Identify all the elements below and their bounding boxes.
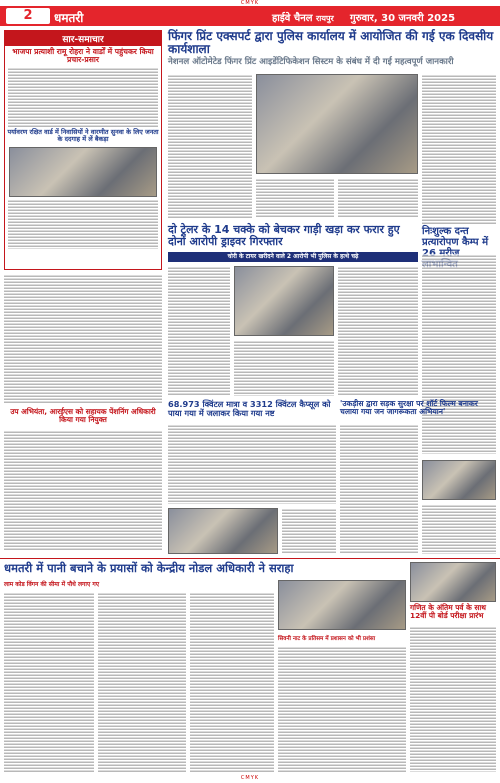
cmyk-mark-top: CMYK (240, 0, 260, 6)
water-subhead-a: लाम कोड विंगन की सीमा में पौधे लगाए गए (4, 581, 100, 588)
workshop-photo (256, 74, 418, 174)
water-photo (278, 580, 406, 630)
main-body-col2 (256, 178, 334, 218)
main-body-col1 (168, 74, 252, 219)
road-safety-headline: 'उकड़ीस द्वारा सड़क सुरक्षा पर शॉर्ट फिल्म बनाकर चलाया गया जन जागरूकता अभियान' (340, 399, 478, 417)
truck-body-col2 (338, 266, 418, 396)
water-body-col4 (278, 646, 406, 772)
left-body-4 (4, 430, 162, 550)
road-photo (422, 460, 496, 500)
news-brief-box (4, 30, 162, 270)
issue-date: गुरुवार, 30 जनवरी 2025 (350, 13, 456, 24)
page-number: 2 (6, 8, 50, 24)
kapas-body-2 (282, 508, 336, 554)
news-brief-title: सार-समाचार (5, 31, 161, 46)
truck-body-col1 (168, 266, 230, 396)
truck-body-col3 (234, 340, 334, 396)
water-body-col1 (4, 592, 94, 772)
exam-headline: गणित के अंतिम पर्व के साथ 12वीं पी बोर्ड परीक्षा प्रारंभ (410, 603, 486, 621)
water-body-col2 (98, 592, 186, 772)
section-title: धमतरी (54, 11, 84, 25)
water-headline: धमतरी में पानी बचाने के प्रयासों को केन्द्रीय नोडल अधिकारी ने सराहा (4, 561, 294, 575)
brief-body-2 (5, 199, 161, 249)
main-body-col4 (422, 74, 496, 224)
water-body-col3 (190, 592, 274, 772)
truck-headline: दो ट्रेलर के 14 चक्के को बेचकर गाड़ी खड़ा कर फरार हुए दोनों आरोपी ड्राइवर गिरफ्तार (168, 223, 400, 249)
brief-headline-2: पर्यावरण रक्षित वार्ड में निवासियों ने वारणीत सुनवा के लिए जनता के ददगाह में लें बैकड़ा (7, 127, 159, 143)
kapas-photo (168, 508, 278, 554)
dental-headline: निःशुल्क दन्त प्रत्यारोपण कैम्प में (422, 226, 489, 248)
dental-body (422, 254, 496, 454)
exam-body (410, 626, 496, 772)
brief-body-1 (5, 67, 161, 127)
brief-headline-3: उप अभियंता, आरईएस को सहायक पेंशनिंग अधिकारी किया गया नियुक्त (10, 407, 156, 425)
masthead-brand: हाईवे चैनल रायपुर (272, 13, 334, 24)
brief-headline-1: भाजपा प्रत्याशी रामू रोहरा ने वार्डों में पहुंचकर किया प्रचार-प्रसार (12, 47, 154, 65)
left-body-3 (4, 274, 162, 404)
tyre-photo (234, 266, 334, 336)
main-headline: फिंगर प्रिंट एक्सपर्ट द्वारा पुलिस कार्यालय में आयोजित की गई एक दिवसीय कार्यशाला (168, 29, 494, 57)
exam-photo (410, 562, 496, 602)
kapas-headline: 68.973 क्विंटल मात्रा व 3312 क्विंटल कैप्सूल को पाया गया में जलाकर किया गया नष्ट (168, 399, 331, 419)
cmyk-mark-bottom: CMYK (240, 775, 260, 781)
water-subhead-b: सिवनी नाट के प्रतिसम में प्रशासन को भी प्रशंसा (278, 636, 376, 642)
road-body-col2 (422, 504, 496, 554)
road-body-col1 (340, 424, 418, 554)
kapas-body (168, 424, 336, 504)
truck-strip: चोरी के टायर खरीदने वाले 2 आरोपी भी पुलिस के हत्थे चढ़े (168, 252, 418, 262)
main-body-col3 (338, 178, 418, 218)
main-subhead: नेशनल ऑटोमेटेड फिंगर प्रिंट आइडेंटिफिकेशन सिस्टम के संबंध में दी गई महत्वपूर्ण जानकारी (168, 57, 454, 67)
brief-photo (9, 147, 157, 197)
divider (0, 558, 500, 559)
